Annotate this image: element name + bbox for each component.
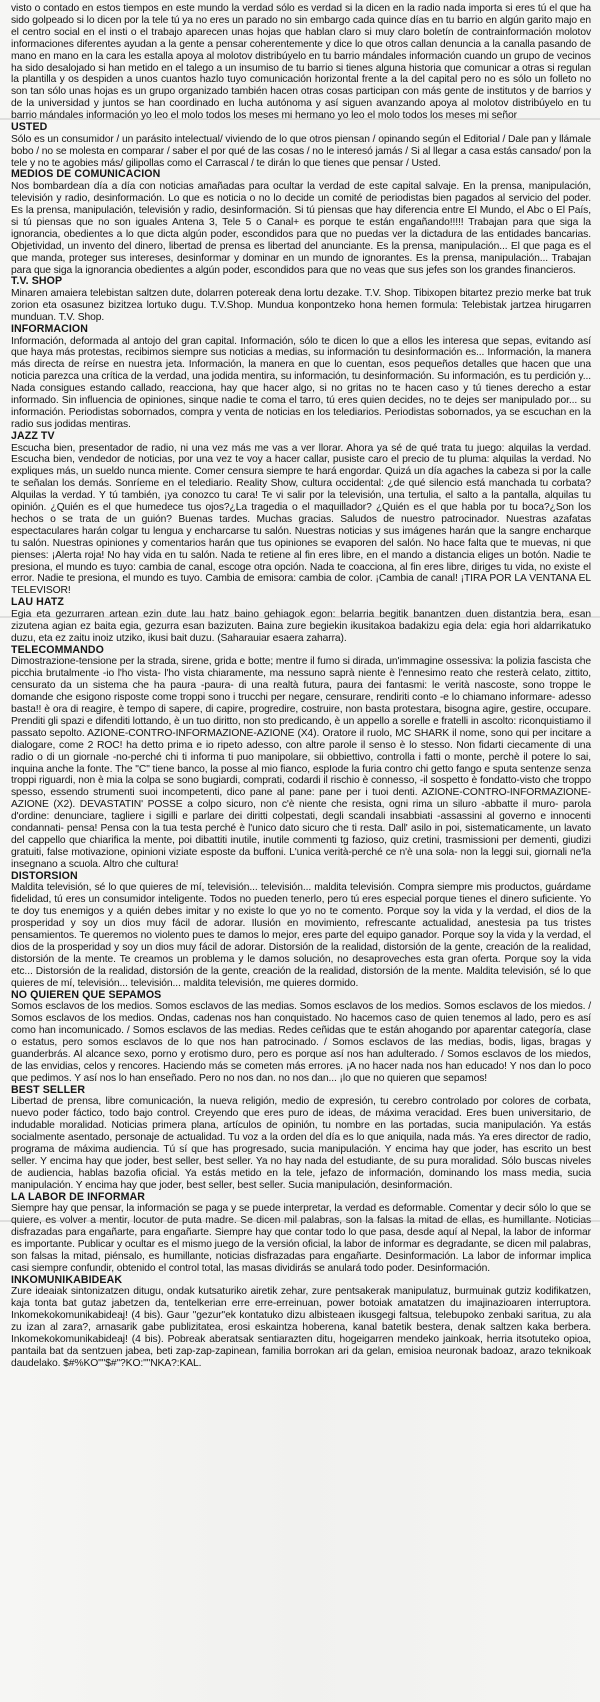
- song-title: MEDIOS DE COMUNICACION: [11, 168, 161, 181]
- paper-fold: [0, 1220, 600, 1222]
- song-lyrics: Maldita televisión, sé lo que quieres de mí, televisión... televisión... maldita televisión. Compra siempre mis productos, guárdame fidelidad, tú eres un consumidor inteligente. Todos no pueden tenerlo, pero tú eres especial porque tienes el dinero suficiente. Yo te doy tus enemigos y a quién debes imitar y no existe lo que yo no te comento. Porque soy la vida y la verdad, el dios de la prosperidad y soy un dios muy fácil de adorar. Ilusión en movimiento, refrescante actualidad, anestesia pa tus tristes pensamientos. Te queremos no violento pues te damos lo mejor, eres parte del equipo ganador. Porque soy la vida y la verdad, el dios de la prosperidad y soy un dios muy fácil de adorar. Distorsión de la realidad, distorsión de la gente, creación de la realidad, distorsión de la mente. Te creamos un problema y le damos solución, no desaproveches esta gran oferta. Porque soy la vida etc... Distorsión de la realidad, distorsión de la gente, creación de la realidad, distorsión de la mente. Maldita televisión, sé lo que quieres de mí, televisión... televisión... maldita televisión, me quieres dormido.: [11, 882, 591, 989]
- song-title: JAZZ TV: [11, 429, 55, 442]
- song-lyrics: Información, deformada al antojo del gran capital. Información, sólo te dicen lo que a ellos les interesa que sepas, evitando así que haya más protestas, recibimos siempre sus noticias a medias, su información tu desinformación es... Información, la manera más directa de reírse en nuestra jeta. Información, la manera en que lo cuentan, esos pequeños detalles que hacen que una noticia parezca una crítica de la verdad, una jodida mentira, su información, tu desinformación. Su información, es tu perdición y... Nada consigues estando callado, reacciona, hay que hacer algo, si no gritas no te hacen caso y tú tienes derecho a estar informado. Sin influencia de opiniones, sinque nadie te coma el tarro, tú eres quien decides, no te dejes ser manipulado por... su información. Periodistas sobornados, compra y venta de noticias en los telediarios. Periodistas sobornados, ya se escuchan en la radio sus jodidas mentiras.: [11, 335, 591, 430]
- song-section: [11, 276, 591, 323]
- song-title: NO QUIEREN QUE SEPAMOS: [11, 988, 162, 1001]
- song-section: [11, 324, 591, 431]
- song-lyrics: Escucha bien, presentador de radio, ni una vez más me vas a ver llorar. Ahora ya sé de qué trata tu juego: alquilas la verdad. Escucha bien, vendedor de noticias, por una vez te voy a hacer callar, pusiste caro el precio de tu pluma: alquilas la verdad. No expliques más, un sueldo nunca miente. Comer censura siempre te hará engordar. Quizá un día agaches la cabeza si por la calle te señalan los demás. Sonríeme en el telediario. Reality Show, cultura occidental: ¿de qué silencio está manchada tu corbata? Alquilas la verdad. Y tú también, ¡ya conozco tu cara! Te vi salir por la televisión, una tertulia, el salto a la pantalla, alquilas tu opinión. ¿Quién es el que humedece tus ojos?¿La tragedia o el maquillador? ¿Quién es el que habla por tu boca?¿Son los hechos o se trata de un guión? Buenas tardes. Muchas gracias. Saludos de nuestro patrocinador. Nuestras azafatas espectaculares harán colgar tu lengua y encharcarse tu salón. Nuestras noticias y sus imágenes harán que la sangre encharque tu salón. Nuestras opiniones y comentarios harán que tus opiniones se evaporen del salón. No hace falta que te muevas, ni que pienses: ¡Alerta roja! No hay vida en tu salón. Nada te retiene al fin eres libre, en el mando a distancia eliges un botón. Nadie te presiona, el mundo es tuyo: cambia de canal, escoge otra opción. Nada te coacciona, al fin eres libre, diriges tu vida, no existe el error. Nadie te presiona, el mundo es tuyo. Cambia de emisora: cambia de color. ¡Cambia de canal! ¡TIRA POR LA VENTANA EL TELEVISOR!: [11, 442, 591, 597]
- song-title: BEST SELLER: [11, 1083, 86, 1096]
- song-section: [11, 169, 591, 276]
- song-title: DISTORSION: [11, 869, 78, 882]
- song-section: [11, 597, 591, 644]
- song-section: [11, 1275, 591, 1370]
- song-lyrics: Egia eta gezurraren artean ezin dute lau hatz baino gehiagok egon: belarria begitik banantzen duen distantzia bera, esan zizutena agian ez baita egia, gezurra esan bazizuten. Baina zure begiekin ikusitakoa badakizu egia dela: egia hori aldarrikatuko duzu, eta ez zaitu inoiz utziko, ikusi bait duzu. (Saharauiar esaera zaharra).: [11, 609, 591, 644]
- song-title: INFORMACION: [11, 322, 89, 335]
- song-title: USTED: [11, 121, 48, 134]
- song-lyrics: visto o contado en estos tiempos en este mundo la verdad sólo es verdad si la dicen en la radio nada importa si eres tú el que ha sido golpeado si lo dicen por la tele tú ya no eres un parado no sin embargo cada quince días en tu barrio en algún garito majo en el centro social en el insti o el trabajo aparecen unas hojas que hablan claro si muy claro boletín de contrainformación molotov informaciones diferentes ayudan a la gente a pensar coherentemente y dice lo que otros callan denuncia a la canalla pasando de mano en mano en la cara les estalla apoya al molotov distribúyelo en tu barrio mándales información cuando un grupo de vecinos ha sido desalojado si han metido en el talego a un insumiso de tu barrio si tienes alguna historia que comunicar a otras si regulan la plantilla y os despiden a unos cuantos hazlo tuyo comunicación horizontal frente a la del capital pero no es sólo un folleto no son tan sólo unas hojas es un grupo organizado también hacen otras cosas participan con más gente de institutos y de barrios y de la universidad y juntos se han coordinado en lucha autónoma y así siguen avanzando apoya al molotov distribúyelo en tu barrio mándales información yo leo el molo todos los meses mi hermano yo leo el molo todos los meses mi señor: [11, 3, 591, 122]
- song-lyrics: Somos esclavos de los medios. Somos esclavos de las medias. Somos esclavos de los medios. Somos esclavos de los miedos. / Somos esclavos de los medios. Ondas, cadenas nos han conquistado. No hacemos caso de quien tenemos al lado, pero es así como han incomunicado. / Somos esclavos de las medias. Redes ceñidas que te están ahogando por aparentar categoría, clase o estatus, pero somos esclavos de lo que nos han patrocinado. / Somos esclavos de las medias, bodis, ligas, bragas y guanderbrás. Al alcance sexo, porno y erotismo duro, pero es porque así nos han adulterado. / Somos esclavos de los miedos, de las envidias, celos y rencores. Haciendo más se cometen más errores. ¡A no hacer nada nos han educado! Y nos dan lo poco que pedimos. Y así nos lo han enseñado. Pero no nos dan. no nos dan... ¡lo que no quieren que sepamos!: [11, 1001, 591, 1084]
- lyrics-sections: [11, 3, 591, 1370]
- paper-fold: [0, 616, 600, 618]
- song-lyrics: Zure ideaiak sintonizatzen ditugu, ondak kutsaturiko airetik zehar, zure pentsakerak manipulatuz, burmuinak gutziz kodifikatzen, kaja tonta bat gutaz jabetzen da, tentelkerian erre erre-erreinuan, power botoiak amatatzen du imajinazioaren interruptora. Inkomekokomunikabideaj! (4 bis). Gaur "gezur"ek kontatuko dizu albisteaen ikusgegi faltsua, telebupoko zenbaki saritua, zu ala zu izan al zara?, arnasarik gabe publizitatea, erosi eskaintza hoberena, kanal batetik bestera, denak saltzen kaka berbera. Inkomekokomunikabideaj! (4 bis). Pobreak aberatsak sentiarazten ditu, hogeigarren mendeko jainkoak, herria itsotuteko opioa, pantaila bat da sentzuen jabea, beti zap-zap-zapinean, familia borrokan ari da gelan, emisioa neuronak badoaz, arazo teknikoak daudelako. $#%KO""$#"?KO:""NKA?:KAL.: [11, 1286, 591, 1369]
- song-section: [11, 122, 591, 169]
- song-section: [11, 1085, 591, 1192]
- song-lyrics: Dimostrazione-tensione per la strada, sirene, grida e botte; mentre il fumo si dirada, un'immagine ossessiva: la polizia fascista che picchia brutalmente -io l'ho vista- l'ho vista chiaramente, ma nessuno saprà niente è l'ennesimo reato che resterà celato, zittito, censurato da un sistema che ha paura -paura- di una realtà futura, paura dei fantasmi: le verità nascoste, sono troppe le domande che esigono risposte come troppi sono i trucchi per negare, censurare, rendiriti conto -e lo chiamano informare- adesso basta!! è ora di reagire, è tempo di sapere, di capire, progredire, costruire, non basta protestara, bisogna agire, gestire, occupare. Prenditi gli spazi e difenditi lottando, è un tuo diritto, non sto predicando, è un appello a sorelle e fratelli in ascolto: riconquistiamo il passato sepolto. AZIONE-CONTRO-INFORMAZIONE-AZIONE (X4). Oratore il ruolo, MC SHARK il nome, sono qui per incitare a dialogare, come 2 ROC! ha detto prima e io ripeto adesso, con altre parole il senso è lo stesso. Non fidarti ciecamente di una radio o di un giornale -no-perché chi ti informa ti puo manipolare, sii obbiettivo, controlla i fatti o monte, perchè il potere lo sai, inquina anche la fonte. The "C" tiene banco, la posse al mio fianco, espIode la furia contro chi getto fango e sputa sentenze senza troppi riguardi, non è mia la colpa se sono bugiardi, comprati, codardi il rischio è connesso, -il sospetto è fondatto-visto che troppo spesso, essendo strumenti suoi incompetenti, dico pane al pane: pane per i tuoi denti. AZIONE-CONTRO-INFORMAZIONE-AZIONE (X2). DEVASTATIN' POSSE a colpo sicuro, non c'è niente che resista, ogni rima un siluro -abbatte il muro- parola d'ordine: denunciare, tagliere i sigilli e parlare dei diritti colpestati, degli scandali insabbiati -assassini al governo e innocenti condannati- pensa! Pensa con la tua testa perché è l'unico dato sicuro che ti resta. Dall' asilo in poi, sistematicamente, un lavato del cappello que chiarifica la mente, poi dibattiti inutile, inutile commenti tg fazioso, quiz cretini, trasmissioni per dementi, giudizi gratuiti, false motivazione, opinioni viziate esposte da buffoni. L'unica verità-perché ce n'è una sola- non la leggi sui, giornali ne'la insegnano a scuola. Altro che cultura!: [11, 656, 591, 870]
- song-title: INKOMUNIKABIDEAK: [11, 1273, 123, 1286]
- song-title: TELECOMMANDO: [11, 643, 105, 656]
- song-section: [11, 1192, 591, 1275]
- song-section: [11, 645, 591, 871]
- song-section: [11, 3, 591, 122]
- song-section: [11, 871, 591, 990]
- song-title: T.V. SHOP: [11, 275, 63, 288]
- song-lyrics: Nos bombardean día a día con noticias amañadas para ocultar la verdad de este capital salvaje. En la prensa, manipulación, televisión y radio, desinformación. Lo que es noticia o no lo decide un comité de periodistas bien pagados al servicio del poder. Es la prensa, manipulación, televisión y radio, desinformación. Si tú piensas que hay diferencia entre El Mundo, el Abc o El País, si tú piensas que no son iguales Antena 3, Tele 5 o Canal+ es porque te están engañando!!!!! Trabajan para que siga la ignorancia, obedientes a lo que dicta algún poder, escondidos para que no puedas ver la dictadura de las entidades bancarias. Objetividad, un invento del dinero, libertad de prensa es libertad del anunciante. Es la prensa, manipulación... El que paga es el que manda, proteger sus intereses, desinformar y dominar en un mundo de ignorantes. Es la prensa, manipulación... Trabajan para que siga la ignorancia obedientes a algún poder, escondidos para que no veas que sus jefes son los grandes financieros.: [11, 181, 591, 276]
- song-lyrics: Sólo es un consumidor / un parásito intelectual/ viviendo de lo que otros piensan / opinando según el Editorial / Dale pan y llámale bobo / no se molesta en comparar / saber el por qué de las cosas / no le interesó jamás / Si al llegar a casa estás cansado/ pon la tele y no te agobies más/ gilipollas como el Carrascal / te dirán lo que tienes que pensar / Usted.: [11, 133, 591, 169]
- song-lyrics: Siempre hay que pensar, la información se paga y se puede interpretar, la verdad es deformable. Comentar y decir sólo lo que se quiere, es volver a mentir, locutor de puta madre. Se dicen mil palabras, son la falsas la mitad de ellas, es humillante. Noticias disfrazadas para engañarte, para engañarte. Siempre hay que contar todo lo que pasa, desde aquí al Nepal, la labor de informar es importante. Publicar y ocultar es el mismo juego de la versión oficial, la labor de informar es degradante, se dicen mil palabras, son falsas la mitad, piénsalo, es humillante, noticias disfrazadas para engañarte. Desinformación. La labor de informar implica casi siempre confundir, obtenido el control total, las masas dividirás se anulará todo poder. Desinformación.: [11, 1203, 591, 1274]
- song-lyrics: Minaren amaiera telebistan saltzen dute, dolarren potereak dena lortu dezake. T.V. Shop. Tibixopen bitartez prezio merke bat truk zorion eta osasunez bizitzea lortuko dugu. T.V.Shop. Mundua konpontzeko hona hemen formula: Telebistak jartzea hirugarren munduan. T.V. Shop.: [11, 288, 591, 323]
- song-section: [11, 431, 591, 597]
- song-lyrics: Libertad de prensa, libre comunicación, la nueva religión, medio de expresión, tu cerebro controlado por colores de corbata, nuevo poder fáctico, todo bajo control. Creyendo que eres puro de ideas, de máxima veracidad. Eres buen universitario, de indudable moralidad. Noticias primera plana, artículos de opinión, tu nombre en las portadas, sucia manipulación. Ya estás socialmente asentado, personaje de actualidad. Tu voz a la orden del día es lo que aniquila, nada más. Ya eres director de radio, programa de máxima audiencia. Tú sí que has progresado, sucia manipulación. Y encima hay que joder, has escrito un best seller. Y encima hay que joder, best seller, best seller. Ya no hay nada del estudiante, de su pura moralidad. Sólo buscas niveles de audiencia, hablas bazofia oficial. Ya estás metido en la tele, jefazo de información, dominando los mass media, sucia manipulación. Y encima hay que joder, best seller, best seller. Sucia manipulación, desinformación.: [11, 1096, 591, 1191]
- song-section: [11, 990, 591, 1085]
- song-title: LA LABOR DE INFORMAR: [11, 1190, 146, 1203]
- paper-fold: [0, 118, 600, 120]
- song-title: LAU HATZ: [11, 596, 64, 609]
